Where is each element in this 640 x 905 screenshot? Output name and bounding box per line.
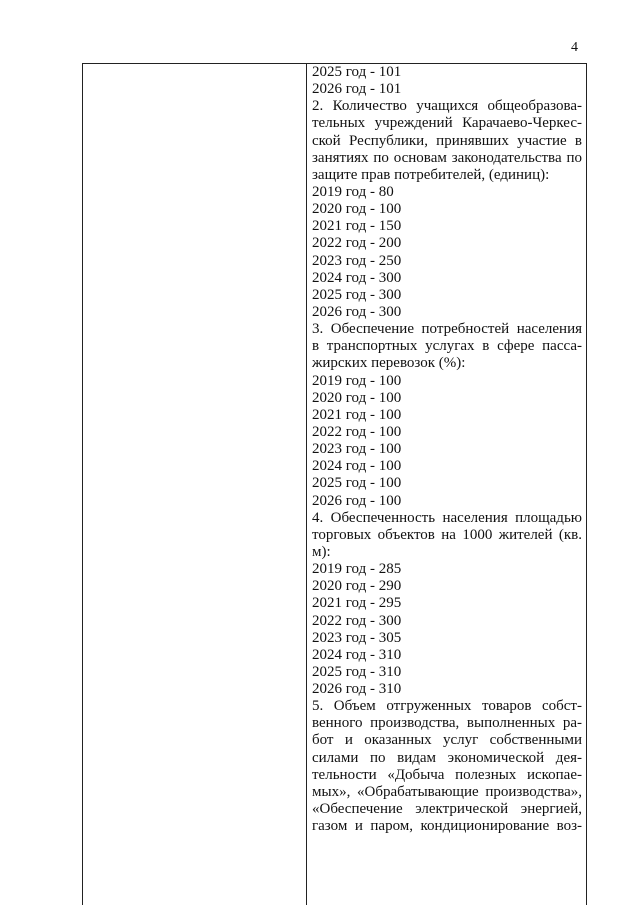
text-line: силами по видам экономической дея-: [312, 749, 582, 766]
table-left-column: [83, 64, 307, 905]
text-line: занятиях по основам законодательства по: [312, 149, 582, 166]
text-line: 2021 год - 295: [312, 595, 402, 612]
text-line: 4. Обеспеченность населения площадью: [312, 509, 582, 526]
text-line: 2022 год - 200: [312, 235, 402, 252]
text-line: 2022 год - 100: [312, 423, 402, 440]
text-line: 2020 год - 290: [312, 578, 402, 595]
text-line: 5. Объем отгруженных товаров собст-: [312, 698, 582, 715]
text-line: 2019 год - 80: [312, 183, 394, 200]
text-line: 2023 год - 305: [312, 629, 402, 646]
text-line: 2020 год - 100: [312, 201, 402, 218]
text-line: мых», «Обрабатывающие производства»,: [312, 783, 582, 800]
text-line: «Обеспечение электрической энергией,: [312, 801, 582, 818]
text-line: бот и оказанных услуг собственными: [312, 732, 582, 749]
text-line: в транспортных услугах в сфере пасса-: [312, 338, 582, 355]
text-line: 2020 год - 100: [312, 389, 402, 406]
text-line: 2019 год - 100: [312, 372, 402, 389]
text-line: 2023 год - 100: [312, 441, 402, 458]
text-line: торговых объектов на 1000 жителей (кв.: [312, 526, 582, 543]
text-line: 2022 год - 300: [312, 612, 402, 629]
text-line: тельности «Добыча полезных ископае-: [312, 766, 582, 783]
text-line: 2026 год - 101: [312, 81, 402, 98]
text-line: 2026 год - 310: [312, 681, 402, 698]
text-line: 2025 год - 100: [312, 475, 402, 492]
text-line: 2024 год - 310: [312, 646, 402, 663]
text-line: 2025 год - 300: [312, 286, 402, 303]
text-line: 2021 год - 100: [312, 406, 402, 423]
text-line: 2024 год - 300: [312, 269, 402, 286]
text-line: 2023 год - 250: [312, 252, 402, 269]
text-line: 2026 год - 300: [312, 303, 402, 320]
text-line: 2. Количество учащихся общеобразова-: [312, 98, 582, 115]
text-line: 3. Обеспечение потребностей населения: [312, 321, 582, 338]
page-number: 4: [571, 40, 578, 55]
text-line: 2025 год - 101: [312, 64, 402, 80]
text-line: 2019 год - 285: [312, 561, 402, 578]
text-line: защите прав потребителей, (единиц):: [312, 166, 550, 183]
text-line: 2024 год - 100: [312, 458, 402, 475]
text-line: 2025 год - 310: [312, 663, 402, 680]
text-line: тельных учреждений Карачаево-Черкес-: [312, 115, 582, 132]
text-line: жирских перевозок (%):: [312, 355, 466, 372]
text-line: 2026 год - 100: [312, 492, 402, 509]
text-line: газом и паром, кондиционирование воз-: [312, 818, 582, 835]
text-line: ской Республики, принявших участие в: [312, 132, 582, 149]
text-line: венного производства, выполненных ра-: [312, 715, 582, 732]
text-line: м):: [312, 543, 331, 560]
document-table: [82, 63, 587, 905]
text-line: 2021 год - 150: [312, 218, 402, 235]
table-right-column: [312, 64, 582, 835]
